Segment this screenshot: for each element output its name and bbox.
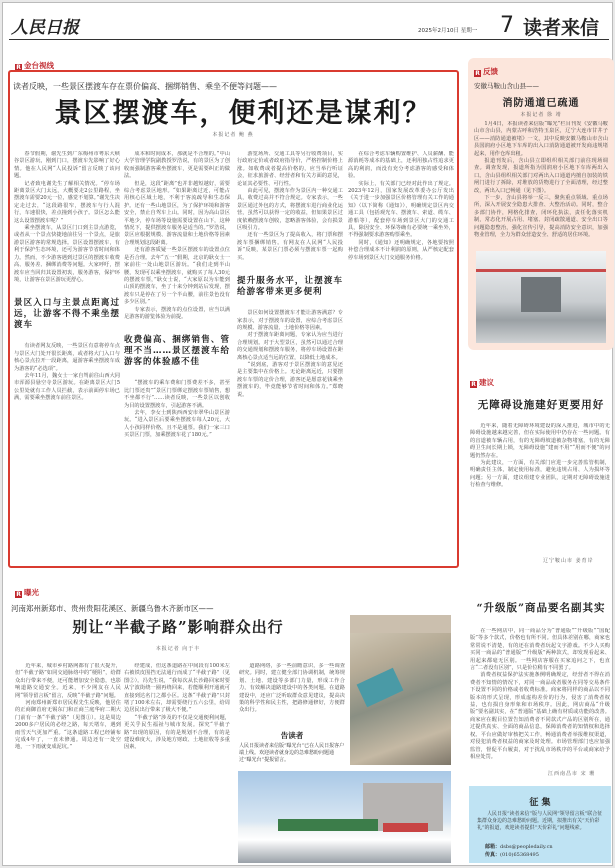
page-number: 7 <box>500 13 514 38</box>
paragraph: 景区如何设置摆渡车才能让游客满意？专家表示，对于摆渡车的设置，应综合考虑景区的规模、游客流量、土地价格等因素。 <box>237 310 343 331</box>
section-label-feedback: R 反馈 <box>475 67 498 77</box>
paragraph: 近年来，城市乡村路网都有了很大提升，但“半截子路”如同交通脉络中的“梗阻”，给群众出行带来不便，还可能增加安全隐患，也影响道路交通安全。近来，不少网友在人民网“领导留言板”留言，反映“半截子路”问题。 <box>15 663 121 699</box>
suggestion-title: 无障碍设施建好更要用好 <box>477 399 605 411</box>
paragraph-group <box>124 663 230 752</box>
exposure-column-3 <box>239 663 345 723</box>
paragraph: 近年来，随着无障碍环境建设的深入推进，城市中的无障碍设施越来越完善，但在实际使用中仍存在一些问题。有的盲道被车辆占用，有的无障碍坡道被杂物堵塞，有的无障碍卫生间长期上锁，无障碍设施“建而不用”“用而不便”的问题仍然存在。 <box>470 423 610 459</box>
paragraph: 去年11月，魏女士一家自驾前往山西大同市浑源县悬空寺景区游玩。在距离景区大门5公里处就有工作人员拦截，表示前面停车场已满，需要乘坐摆渡车前往景区。 <box>14 372 120 402</box>
paragraph: “摆渡车的乘车费和门票费差不多，甚至比门票还贵”“景区门票绑定摆渡车票销售，想不坐都不行”……读者反映，一些景区以创收为目的设置摆渡车，引起游客不满。 <box>124 380 230 409</box>
exposure-title: 别让“半截子路”影响群众出行 <box>72 618 284 636</box>
section-label-jintai: R 金台视线 <box>16 61 54 71</box>
paragraph: 下一步，含山县将举一反三，聚焦重点领域、重点场所，深入开展安全隐患大排查、大整治活动。同时，整合多部门协作，网格化排查，闭环化执法，责任化落实机制，常态化开展占用、堵塞、封闭疏散通道、安全出口等问题隐患整治，强化宣传引导，提高消防安全意识，加强物业管理，全力为群众营造安全、舒适的居住环境。 <box>474 195 608 239</box>
main-column-1 <box>14 151 120 563</box>
newspaper-page <box>2 2 613 866</box>
collect-title: 征 集 <box>529 798 551 808</box>
exposure-kicker: 河南郑州新郑市、贵州贵阳花溪区、新疆乌鲁木齐新市区—— <box>11 604 214 613</box>
paragraph: 春节假期，谢先生到广东梅州市粤东大峡谷景区游玩，刚到门口，摆渡车先影响了好心情。他在人民网“人民投诉”留言反映了该问题。 <box>14 151 120 180</box>
photo-cleared-fire-passage <box>476 251 606 343</box>
collect-fax: 传真：(010)65368495 <box>485 852 539 858</box>
upgrade-body <box>470 628 610 768</box>
exposure-column-1 <box>15 663 121 863</box>
header-divider <box>9 39 609 40</box>
paragraph: 专家表示，摆渡车的点位设置，应当以满足游客的游览体验为前提。 <box>124 306 230 320</box>
paragraph: 有读者网友反映，一些景区有意将停车点与景区大门处开很长距离，或者将大门入口与核心景点拉开一段距离，逼游客乘坐摆渡车成为游客的“必选项”。 <box>14 343 120 372</box>
paragraph: 对于摆渡车距离问题，专家认为应当进行合理规划。对于大型景区，虽然可以通过合理的交通规划和摆渡车服务，将停车场设置在距离核心景点适当远的位置，以降低土地成本。 <box>237 332 343 361</box>
paragraph: 游览场所、交通工具等另行收费项目，实行政府定价或者政府指导价，严格控制价格上涨。如收费或者提高价格的，应当举行听证会，征求旅游者、经营者和有关方面的意见，论证其必要性、可行性。 <box>237 151 343 187</box>
exposure-column-2 <box>124 663 230 768</box>
paragraph: 在一些网店中，同一商品分为“普通版”“升级版”“国配版”等多个款式，价格也有所不同。但具体差别在哪，商家也常常说不清楚，有的还在消费者玩起文字游戏。不少人买购买同一商品的“普通版”“升级版”两种款式，却发现看起来、用起来都毫无区别。一些网店客服在买家追问之下，也直言“二者没有区别”，只是价位稍有不同罢了。 <box>470 628 610 672</box>
paragraph-group <box>14 343 120 402</box>
paragraph: “半截子路”涉及的不仅是交通便利问题，更关乎民生福祉与城市发展。探究“半截子路”出现的原因，有的是规划不合理，有的是建设难度大，涉及地方财政、土地征收等多重因素。 <box>124 714 230 751</box>
paragraph: 实际上，有关部门已经对此作出了规定。2023年12月，国家发展改革委办公厅发出《关于进一步加强景区价格管理有关工作的通知》（以下简称《通知》），明确规定景区内交通工具（包括观光车、摆渡车、索道、缆车、游船等），配套停车场到景区大门的交通工具，除因安全、环保等确有必要统一乘坐外，不得强制要求游客购票乘坐。 <box>348 180 454 239</box>
paragraph-group <box>239 663 345 715</box>
photo-snowy-road-buildings <box>238 771 451 863</box>
page-name: 读者来信 <box>523 17 600 39</box>
photo-half-road-aerial <box>350 615 451 765</box>
section-label-exposure: R 曝光 <box>16 588 39 598</box>
main-headline: 景区摆渡车，便利还是谋利？ <box>54 98 432 129</box>
subheading-1: 景区入口与主景点距离过远，让游客不得不乘坐摆渡车 <box>14 298 120 331</box>
masthead-logo: 人民日报 <box>11 18 79 38</box>
paragraph: 道路网络，多一些前瞻意识，多一些调查研究。同时，建立健全部门协调机制，统筹规划、土地、建设等多部门力量，形成工作合力，有效解决道路建设中的各类问题。在道路建设中，还应广泛听取群众意见建议，提高决策的科学性和民主性，把路修通修好，方便群众出行。 <box>239 663 345 714</box>
paragraph-group <box>470 423 610 490</box>
main-column-3 <box>237 151 343 563</box>
paragraph-group <box>348 151 454 262</box>
paragraph: 同时，《通知》还明确规定，各地要按照补偿合理成本不计利润的原则，从严核定配套停车场到景区大门交通服务价格。 <box>348 239 454 261</box>
suggestion-body <box>470 423 610 557</box>
paragraph-group <box>124 380 230 439</box>
paragraph: 为此建议，一方面，有关部门应进一步完善监管机制，明确责任主体，制定使用标准，避免违规占用、人为损坏等问题；另一方面，建议组建专业团队，定期对无障碍设施进行检查与维修。 <box>470 460 610 489</box>
paragraph: 去年，李女士到陕西西安市翠华山景区游玩。“进入景区后要乘坐摆渡车每人20元，大人小孩同样价格，且不是通票。我们一家三口买景区门票，加乘摆渡车花了180元。” <box>124 409 230 439</box>
paragraph-group <box>474 121 608 240</box>
feedback-kicker: 安徽马鞍山含山县—— <box>474 82 539 90</box>
paragraph: 乘坐摆渡车，从景区门口到主景点游览，或者从一个景点快捷地前往另一个景点，是旅游景区游客的常规选择。景区设置摆渡车，有利于保护生态环境，还可为游客节省时间和体力。然而，不少游客遇到过景区的摆渡车收费高、服务差、捆绑消费等问题。大家呼吁，摆渡车应当回归其设置初衷，服务游客，保护环境，让游客在景区游玩更舒心。 <box>14 225 120 283</box>
paragraph: 还有游客质疑一些景区摆渡车的设置点位是否合理。去年“五一”假期，北京的耿女士一家前往一处山地景区游玩。“我们走到半山腰，发现可以乘坐摆渡车，就购买了每人30元的摆渡车票，”耿女士说，“大家原以为车能到山顶的摆渡车，坐了十来分钟到站后发现，摆渡车只是停在了另一个半山腰，前往景色没有多少区别。” <box>124 247 230 306</box>
paragraph-group <box>15 663 121 752</box>
paragraph: 1月4日，本报读者来信版“曝光”栏目刊发《安徽马鞍山市含山县，内蒙古呼和浩特玉泉区，辽宁大连市甘井子区——消防通道被堵》一文，其中反映安徽马鞍山市含山县国润府小区地下车库的出入口消防通道被开发商违规堵起来，用作仓库出租。 <box>474 121 608 157</box>
paragraph: 经建成，但这条道路在中间段有100米左右被铁皮围挡无法通行而成了“半截子路”（见图②）。冯先生说，“我每次从长沙路回家时要从宁波街绕一圈再绕回来，若能顺利开通就可直接到达名门之都小区。这条“半截子路”只封堵了100米左右，却需要绕行五六公里，给周边居民出行带来了极大不便。” <box>124 663 230 714</box>
paragraph: 但是，这段“距离”也并非越短越好，需要综合考虑景区地形。“如果距离过近，可能占用核心区域土地，不利于客流疏导和生态保护。还有一些山地景区，为了保护环境和游客安全，禁止自驾车上山。同时，因为高山景区平地少，停车场等设施需要设置在山下，这种情况下，提供摆渡车服务是适当的。”罗浩说，景区应根据规模、游客流量和土地价格等因素合理规划这段距离。 <box>124 180 230 246</box>
main-column-4 <box>348 151 454 563</box>
notice-title: 告读者 <box>280 731 304 740</box>
subheading-2: 收费偏高、捆绑销售、管理不当……景区摆渡车给游客的体验感不佳 <box>124 335 230 368</box>
paragraph-group <box>237 151 343 262</box>
paragraph: 在综合考虑车辆购置维护、人员薪酬、能源消耗等成本的基础上，还利用独占性追求更高的利润，而没有充分考虑游客的感受和体验。 <box>348 151 454 180</box>
subheading-3: 提升服务水平，让摆渡车给游客带来更多便利 <box>237 276 343 298</box>
paragraph-group <box>237 310 343 399</box>
upgrade-signature: 江西南昌市 宋 珊 <box>548 771 596 777</box>
paragraph: 成本和时间成本，那就是不合理的。”中山大学管理学院副教授罗浩说，有的景区为了创收而强制游客乘坐摆渡车，更是需要纠正的做法。 <box>124 151 230 180</box>
paragraph: 由此可见，摆渡车作为景区内一种交通工具，收费过高并不符合规定。专家表示，一些景区通过外包的方式，将摆渡车进行商业化运营，虽然可以获得一定的收益，但如果景区过度依赖摆渡车创收，忽略游客体验，会有损景区吸引力。 <box>237 188 343 232</box>
paragraph-group <box>14 151 120 284</box>
paragraph: 河南郑州新郑市居民程先生反映，他居住的正商御首府无锡东门和正商兰庭华府二期大门前有一条“半截子路”（见图①）。这是周边2000多户居民的必经之路，每天堵车，遇到雨雪天气更加严重。“这条道路工程已经铺布完成4年了，一直未修通。周边还有一处空地，一下雨就变成泥坑。” <box>15 700 121 751</box>
paragraph: 报道刊发后，含山县立即组织相关部门前往现场调查。调查发现，报道所指为国润府小区地下车库两出入口。含山县组织相关部门对两出入口通道内擅自加装的铁闸门进行了拆除，对堆放的货物进行了全面清理，经过整改，两出入口已畅通（见下图）。 <box>474 158 608 194</box>
section-label-suggestion: R 建议 <box>471 378 494 388</box>
paragraph-group <box>124 151 230 321</box>
paragraph: 记者致电谢先生了解相关情况。“停车场距离景区大门太远，大概要走2公里路程，坐摆渡车需要20元一位，感觉不划算。”谢先生决定走过去，“这段路很窄，摆渡车与行人混行，车速很快，差点撞到小孩子。景区怎么能这么设置摆渡车呢？” <box>14 180 120 224</box>
feedback-body <box>474 121 608 243</box>
exposure-byline: 本报记者 向于丰 <box>155 646 201 652</box>
main-column-2 <box>124 151 230 563</box>
feedback-title: 消防通道已疏通 <box>502 98 580 109</box>
paragraph: 消费者权益保护法实施条例明确规定，经营者不得在消费者不知情的情况下，对同一商品或者服务在同等交易条件下设置不同的价格或者收费标准。商家将同样的商品以不同版本的形式呈现，形成虚构差价的行为，侵害了消费者权益，也有损自身形象和市场秩序。因此，网店商品“升级版”要名副其实，在“普通版”基础上确有材质或功能的改善。商家应在醒目位置告知消费者不同款式产品的区别所在，通过提供真实、全面的商品信息，保障消费者的知情权和选择权。平台应做好审核把关工作，畅通消费者举报维权渠道，对侵犯消费者权益的商家及时处理。市场管理部门也应加强监管，督促平台履责，对于扰乱市场秩序的平台或商家给予相应处罚。 <box>470 672 610 760</box>
suggestion-signature: 辽宁鞍山市 姜育岸 <box>543 558 594 564</box>
main-kicker: 读者反映，一些景区摆渡车存在票价偏高、捆绑销售、乘坐不便等问题—— <box>13 82 277 91</box>
notice-text: 人民日报读者来信版“曝光台”已在人民日报客户端上线。欢迎读者就身边的急难愁盼问题通过“曝光台”提报留言。 <box>239 743 345 763</box>
issue-date: 2025年2月10日 星期一 <box>418 28 478 34</box>
collect-text: 人民日报“读者来信”版与人民网“领导留言板”联合征集群众身边的急难愁盼问题。近期，拟推出有关“天价彩礼”的报道，欢迎读者提供“天价彩礼”问题线索。 <box>477 811 603 831</box>
paragraph: “说到底，游客对于景区摆渡车的意见还是主要集中在价格上。无论距离远近，只要摆渡车车票的定价合理，游客还是愿意花钱乘坐摆渡车的，毕竟能够节省时间和体力。”郑晓说。 <box>237 361 343 398</box>
collect-email: 邮箱：dsbs@peopledaily.cn <box>485 844 553 850</box>
paragraph: 还有一些景区为了提高收入，将门票和摆渡车票捆绑销售。有网友在人民网“人民投诉”反映，某景区门票必须与摆渡车票一起购买。 <box>237 232 343 261</box>
feedback-byline: 本报记者 徐 靖 <box>520 112 562 118</box>
main-byline: 本报记者 鲍 燕 <box>212 132 254 138</box>
upgrade-title: “升级版”商品要名副其实 <box>476 602 606 614</box>
paragraph-group <box>470 628 610 761</box>
